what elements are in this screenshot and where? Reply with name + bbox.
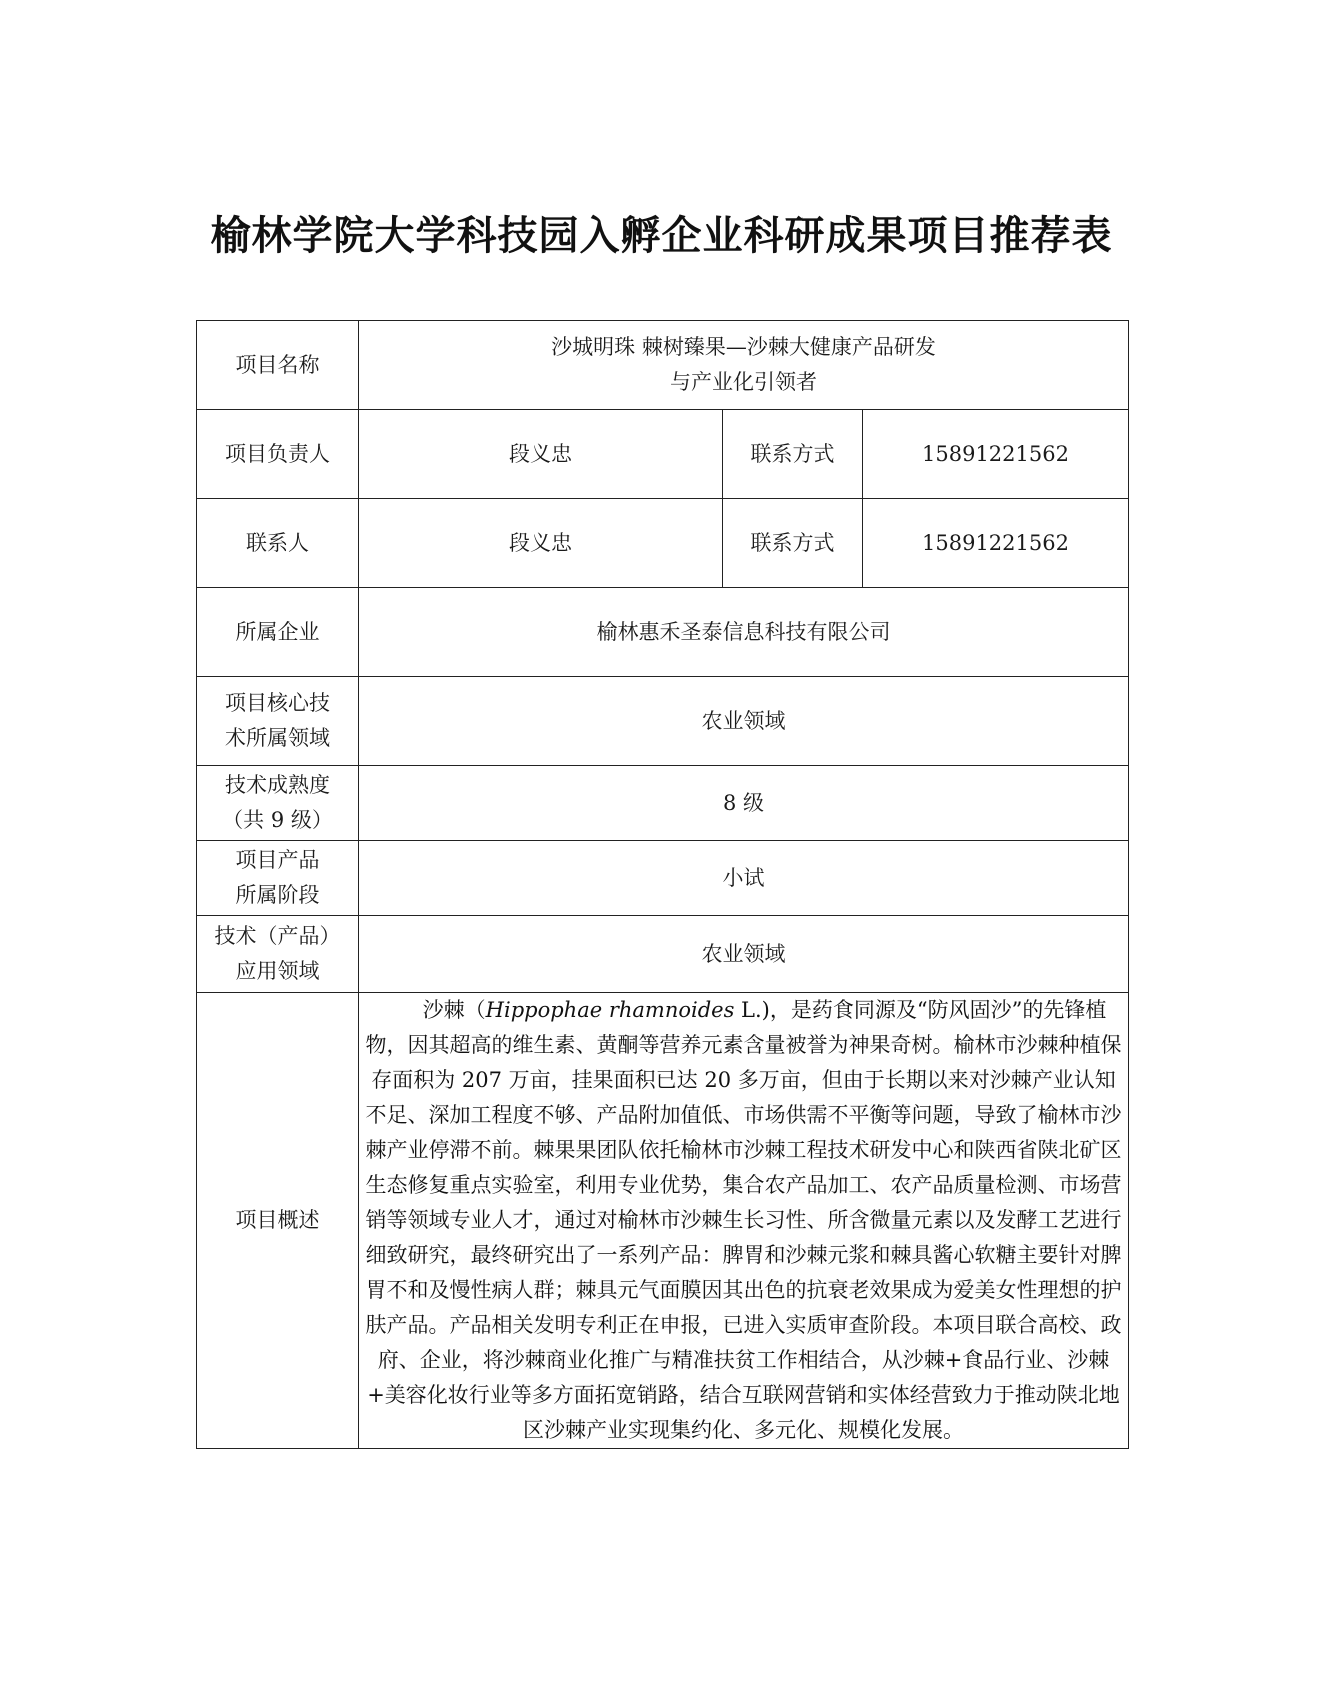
stage-label [197, 841, 359, 916]
summary-text: L.)，是药食同源及“防风固沙”的先锋植物，因其超高的维生素、黄酮等营养元素含量被誉为神果奇树。榆林市沙棘种植保存面积为 207 万亩，挂果面积已达 20 多万亩，但由于长期以来对沙棘产业认知不足、深加工程度不够、产品附加值低、市场供需不平衡等问题，导致了榆林市沙棘产业停滞不前。棘果果团队依托榆林市沙棘工程技术研发中心和陕西省陕北矿区生态修复重点实验室，利用专业优势，集合农产品加工、农产品质量检测、市场营销等领域专业人才，通过对榆林市沙棘生长习性、所含微量元素以及发酵工艺进行细致研究，最终研究出了一系列产品：脾胃和沙棘元浆和棘具酱心软糖主要针对脾胃不和及慢性病人群；棘具元气面膜因其出色的抗衰老效果成为爱美女性理想的护肤产品。产品相关发明专利正在申报，已进入实质审查阶段。本项目联合高校、政府、企业，将沙棘商业化推广与精准扶贫工作相结合，从沙棘+食品行业、沙棘+美容化妆行业等多方面拓宽销路，结合互联网营销和实体经营致力于推动陕北地区沙棘产业实现集约化、多元化、规模化发展。 [365, 998, 1122, 1442]
maturity-label-line1: 技术成熟度 [225, 773, 330, 797]
contact-person-contact-value: 15891221562 [863, 499, 1129, 588]
core-tech-label-line2: 术所属领域 [225, 726, 330, 750]
maturity-value: 8 级 [359, 766, 1129, 841]
application-label [197, 916, 359, 993]
leader-contact-value: 15891221562 [863, 410, 1129, 499]
core-tech-value: 农业领域 [359, 677, 1129, 766]
stage-value: 小试 [359, 841, 1129, 916]
company-label: 所属企业 [197, 588, 359, 677]
leader-contact-label: 联系方式 [723, 410, 863, 499]
application-label-line2: 应用领域 [235, 959, 320, 983]
recommendation-form-table [196, 320, 1129, 1449]
project-name-line1: 沙城明珠 棘树臻果—沙棘大健康产品研发 [551, 335, 936, 359]
core-tech-label [197, 677, 359, 766]
core-tech-label-line1: 项目核心技 [225, 691, 330, 715]
application-label-line1: 技术（产品） [214, 924, 341, 948]
contact-person-label: 联系人 [197, 499, 359, 588]
row-contact-person [197, 499, 1129, 588]
summary-value [359, 993, 1129, 1449]
summary-label: 项目概述 [197, 993, 359, 1449]
company-value: 榆林惠禾圣泰信息科技有限公司 [359, 588, 1129, 677]
maturity-label-line2: （共 9 级） [222, 808, 333, 832]
row-product-stage [197, 841, 1129, 916]
row-project-summary [197, 993, 1129, 1449]
summary-prefix: 沙棘（ [422, 998, 486, 1022]
row-project-leader [197, 410, 1129, 499]
contact-person-value: 段义忠 [359, 499, 723, 588]
row-core-tech-field [197, 677, 1129, 766]
leader-label: 项目负责人 [197, 410, 359, 499]
summary-latin-name: Hippophae rhamnoides [485, 998, 735, 1022]
row-tech-maturity [197, 766, 1129, 841]
summary-paragraph [365, 993, 1122, 1448]
project-name-value [359, 321, 1129, 410]
leader-value: 段义忠 [359, 410, 723, 499]
contact-person-contact-label: 联系方式 [723, 499, 863, 588]
application-value: 农业领域 [359, 916, 1129, 993]
project-name-line2: 与产业化引领者 [670, 370, 817, 394]
project-name-label: 项目名称 [197, 321, 359, 410]
stage-label-line1: 项目产品 [235, 848, 320, 872]
stage-label-line2: 所属阶段 [235, 883, 320, 907]
row-company [197, 588, 1129, 677]
maturity-label [197, 766, 359, 841]
row-application-field [197, 916, 1129, 993]
page-title: 榆林学院大学科技园入孵企业科研成果项目推荐表 [210, 213, 1113, 259]
row-project-name [197, 321, 1129, 410]
